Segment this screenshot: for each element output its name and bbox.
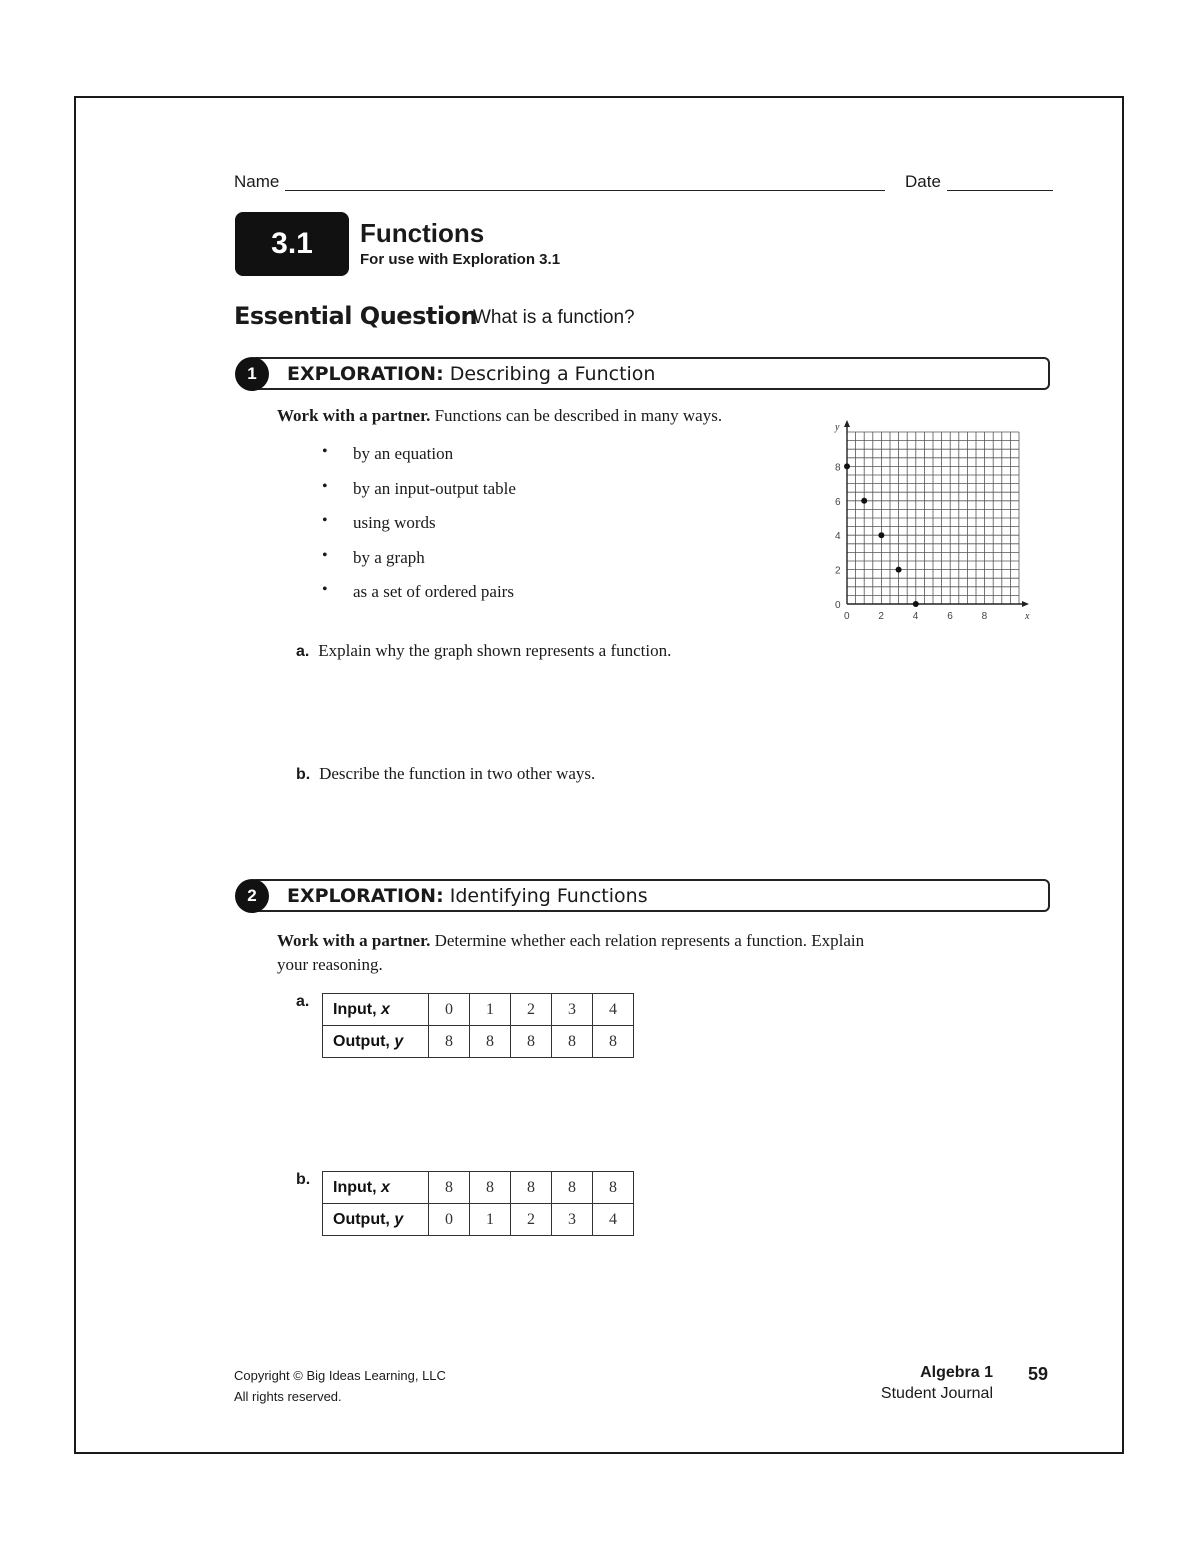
exploration-2-number-text: 2 <box>247 886 257 905</box>
exploration-1-intro-text: Functions can be described in many ways. <box>434 406 723 425</box>
question-1b <box>296 764 595 784</box>
output-label: Output, <box>333 1032 390 1050</box>
exploration-2-title: Identifying Functions <box>449 885 648 907</box>
copyright-line-1: Copyright © Big Ideas Learning, LLC <box>234 1368 446 1383</box>
table-a-letter: a. <box>296 993 310 1010</box>
table-cell: 8 <box>429 1172 470 1204</box>
exploration-1-intro <box>277 406 722 426</box>
copyright-line-2: All rights reserved. <box>234 1389 342 1404</box>
page-number: 59 <box>1028 1364 1049 1384</box>
exploration-2-label: EXPLORATION: <box>287 885 444 907</box>
x-tick-label: 8 <box>981 611 988 622</box>
essential-question-label: Essential Question <box>234 302 478 330</box>
input-label: Input, <box>333 1178 377 1196</box>
table-cell: 8 <box>511 1026 552 1058</box>
function-graph <box>825 422 1030 628</box>
exploration-2-intro-text-1: Determine whether each relation represents a function. Explain <box>434 931 865 950</box>
exploration-1-number-text: 1 <box>247 364 257 383</box>
section-subtitle: For use with Exploration 3.1 <box>360 251 561 268</box>
table-row <box>323 1026 634 1058</box>
list-item: • by an input-output table <box>320 479 516 514</box>
section-number-badge <box>235 212 349 276</box>
exploration-2-number <box>235 879 269 913</box>
table-cell: 8 <box>429 1026 470 1058</box>
input-label: Input, <box>333 1000 377 1018</box>
table-cell: 0 <box>429 1204 470 1236</box>
y-axis-label: y <box>835 422 840 433</box>
graph-point <box>896 567 902 573</box>
question-text: Describe the function in two other ways. <box>319 764 596 783</box>
question-letter: a. <box>296 643 310 660</box>
x-tick-label: 6 <box>947 611 953 622</box>
question-1a <box>296 641 671 661</box>
output-header <box>323 1026 429 1058</box>
input-var: x <box>381 1000 390 1018</box>
relation-table-b <box>322 1171 634 1236</box>
exploration-1-heading <box>287 363 655 385</box>
book-title: Algebra 1 <box>920 1364 993 1381</box>
table-cell: 4 <box>593 1204 634 1236</box>
essential-question-text: What is a function? <box>473 307 635 328</box>
exploration-1-number <box>235 357 269 391</box>
table-cell: 3 <box>552 994 593 1026</box>
list-item: • by a graph <box>320 548 516 583</box>
page-frame <box>74 96 1124 1454</box>
description-methods-list <box>320 444 516 617</box>
input-var: x <box>381 1178 390 1196</box>
exploration-1-title: Describing a Function <box>449 363 656 385</box>
input-header <box>323 994 429 1026</box>
exploration-2-intro-bold: Work with a partner. <box>277 931 431 950</box>
table-cell: 2 <box>511 994 552 1026</box>
graph-point <box>878 532 884 538</box>
exploration-2-heading <box>287 885 648 907</box>
relation-table-a <box>322 993 634 1058</box>
output-label: Output, <box>333 1210 390 1228</box>
x-tick-label: 4 <box>912 611 919 622</box>
table-cell: 8 <box>470 1172 511 1204</box>
table-cell: 2 <box>511 1204 552 1236</box>
y-tick-label: 0 <box>835 600 841 611</box>
table-cell: 1 <box>470 1204 511 1236</box>
y-tick-label: 4 <box>835 531 841 543</box>
table-row <box>323 1204 634 1236</box>
exploration-1-intro-bold: Work with a partner. <box>277 406 431 425</box>
table-cell: 4 <box>593 994 634 1026</box>
list-item: • by an equation <box>320 444 516 479</box>
exploration-2-intro <box>277 929 864 977</box>
table-row <box>323 994 634 1026</box>
question-text: Explain why the graph shown represents a function. <box>318 641 672 660</box>
graph-point <box>861 498 867 504</box>
x-axis-label: x <box>1025 611 1030 622</box>
name-field[interactable] <box>285 190 885 191</box>
input-header <box>323 1172 429 1204</box>
graph-axes <box>844 420 1029 607</box>
x-tick-label: 0 <box>844 611 850 622</box>
graph-point <box>844 463 850 469</box>
section-number: 3.1 <box>271 227 313 260</box>
output-header <box>323 1204 429 1236</box>
exploration-2-intro-text-2: your reasoning. <box>277 955 383 974</box>
section-title: Functions <box>360 218 485 248</box>
date-field[interactable] <box>947 190 1053 191</box>
x-tick-label: 2 <box>878 611 884 622</box>
table-cell: 8 <box>593 1026 634 1058</box>
table-cell: 1 <box>470 994 511 1026</box>
copyright-notice <box>234 1365 446 1407</box>
date-label: Date <box>905 172 941 191</box>
y-tick-label: 2 <box>835 565 841 577</box>
table-cell: 8 <box>552 1172 593 1204</box>
table-cell: 8 <box>593 1172 634 1204</box>
book-subtitle: Student Journal <box>880 1385 993 1402</box>
output-var: y <box>394 1210 404 1228</box>
graph-grid <box>847 432 1019 604</box>
book-info <box>830 1362 993 1404</box>
list-item: • using words <box>320 513 516 548</box>
table-row <box>323 1172 634 1204</box>
table-cell: 0 <box>429 994 470 1026</box>
output-var: y <box>394 1032 404 1050</box>
table-b-letter: b. <box>296 1171 311 1188</box>
question-letter: b. <box>296 766 311 783</box>
graph-tick-labels <box>834 422 1030 622</box>
table-cell: 8 <box>511 1172 552 1204</box>
list-item: • as a set of ordered pairs <box>320 582 516 617</box>
graph-point <box>913 601 919 607</box>
y-tick-label: 8 <box>835 462 841 474</box>
table-cell: 8 <box>552 1026 593 1058</box>
name-label: Name <box>234 172 280 191</box>
exploration-1-label: EXPLORATION: <box>287 363 444 385</box>
table-cell: 8 <box>470 1026 511 1058</box>
table-cell: 3 <box>552 1204 593 1236</box>
y-tick-label: 6 <box>835 496 841 508</box>
